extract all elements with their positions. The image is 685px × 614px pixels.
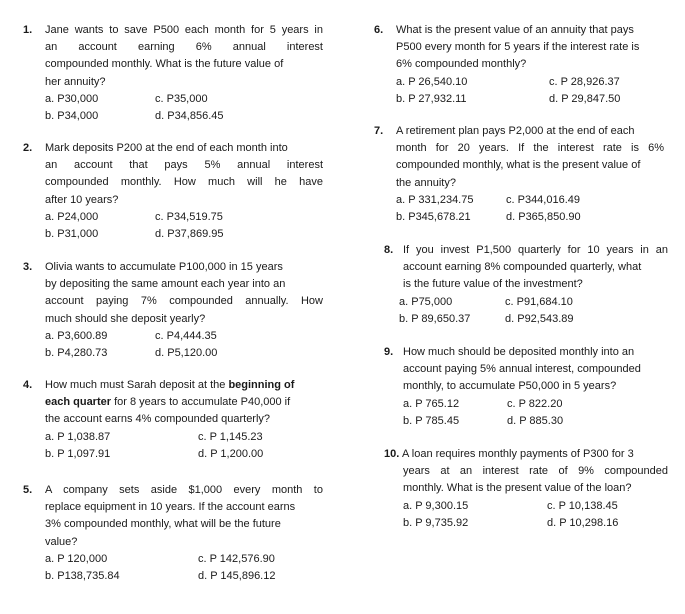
question-text: If you invest P1,500 quarterly for 10 years in an	[403, 244, 668, 256]
option-b: b. P345,678.21	[396, 211, 471, 224]
option-d: d. P37,869.95	[155, 228, 224, 241]
question-text: account paying 5% annual interest, compounded	[403, 363, 641, 376]
question-number: 3.	[23, 261, 33, 273]
question-3	[23, 259, 323, 362]
question-text: month for 20 years. If the interest rate is 6%	[396, 142, 664, 155]
question-7	[374, 123, 664, 226]
question-text: account earning 8% compounded quarterly, what	[403, 261, 642, 274]
question-text: P500 every month for 5 years if the interest rate is	[396, 41, 640, 54]
option-b: b. P31,000	[45, 228, 99, 241]
option-a: a. P 26,540.10	[396, 75, 468, 88]
question-text: her annuity?	[45, 75, 106, 88]
question-text: How much should be deposited monthly into an	[403, 346, 635, 358]
question-text: is the future value of the investment?	[403, 278, 583, 291]
question-text: 6% compounded monthly?	[396, 58, 527, 71]
option-d: d. P 10,298.16	[547, 516, 619, 529]
question-text: Mark deposits P200 at the end of each month into	[45, 142, 288, 154]
question-9	[384, 344, 668, 430]
question-number: 10.	[384, 448, 400, 460]
question-text	[45, 394, 323, 411]
question-text: the annuity?	[396, 176, 456, 189]
question-text: much should she deposit yearly?	[45, 312, 206, 325]
emphasis-text: beginning of	[228, 379, 295, 391]
question-1	[23, 22, 323, 125]
option-d: d. P365,850.90	[506, 211, 581, 224]
question-10	[384, 446, 668, 532]
question-text: an account that pays 5% annual interest	[45, 159, 323, 172]
question-number: 9.	[384, 346, 394, 358]
question-number: 8.	[384, 244, 394, 256]
question-text: A loan requires monthly payments of P300 for 3	[402, 448, 634, 460]
option-d: d. P 29,847.50	[549, 92, 621, 105]
question-text: account paying 7% compounded annually. How	[45, 295, 323, 308]
option-a: a. P75,000	[399, 295, 453, 308]
option-a: a. P30,000	[45, 92, 99, 105]
question-text	[45, 377, 323, 394]
emphasis-text: each quarter	[45, 396, 112, 409]
question-text: compounded monthly. What is the future value of	[45, 58, 284, 71]
question-text: years at an interest rate of 9% compounded	[403, 465, 668, 478]
question-text: 3% compounded monthly, what will be the future	[45, 518, 281, 531]
option-b: b. P34,000	[45, 110, 99, 123]
question-text: the account earns 4% compounded quarterly?	[45, 413, 271, 426]
option-b: b. P138,735.84	[45, 570, 120, 583]
question-text: an account earning 6% annual interest	[45, 41, 323, 54]
question-text-part: for 8 years to accumulate P40,000 if	[111, 396, 291, 409]
question-number: 1.	[23, 24, 33, 36]
question-text: replace equipment in 10 years. If the account earns	[45, 501, 296, 514]
option-d: d. P5,120.00	[155, 347, 218, 360]
option-b: b. P 27,932.11	[396, 92, 467, 105]
question-2	[23, 140, 323, 243]
option-a: a. P3,600.89	[45, 329, 108, 342]
question-5	[23, 482, 323, 585]
option-c: c. P 1,145.23	[198, 430, 263, 443]
question-text: A retirement plan pays P2,000 at the end of each	[396, 125, 635, 137]
option-b: b. P 785.45	[403, 414, 460, 427]
option-b: b. P4,280.73	[45, 347, 108, 360]
option-a: a. P 331,234.75	[396, 193, 474, 206]
question-text: by depositing the same amount each year into an	[45, 278, 286, 291]
question-text: after 10 years?	[45, 193, 119, 206]
option-c: c. P 822.20	[507, 397, 563, 410]
option-d: d. P 145,896.12	[198, 570, 276, 583]
question-text: monthly, to accumulate P50,000 in 5 years?	[403, 380, 617, 393]
option-d: d. P92,543.89	[505, 312, 574, 325]
option-d: d. P34,856.45	[155, 110, 224, 123]
option-c: c. P 28,926.37	[549, 75, 620, 88]
option-c: c. P35,000	[155, 92, 208, 105]
option-a: a. P24,000	[45, 210, 99, 223]
option-c: c. P4,444.35	[155, 329, 217, 342]
question-text: compounded monthly. How much will he have	[45, 176, 323, 189]
option-c: c. P 10,138.45	[547, 499, 618, 512]
option-b: b. P 1,097.91	[45, 447, 111, 460]
question-4	[23, 377, 323, 463]
question-text: value?	[45, 535, 78, 548]
option-a: a. P 120,000	[45, 552, 108, 565]
option-a: a. P 765.12	[403, 397, 460, 410]
option-c: c. P 142,576.90	[198, 552, 275, 565]
option-a: a. P 1,038.87	[45, 430, 111, 443]
question-number: 6.	[374, 24, 384, 36]
question-8	[384, 242, 668, 328]
question-text: Jane wants to save P500 each month for 5 years in	[45, 24, 323, 36]
question-text-part: How much must Sarah deposit at the	[45, 379, 229, 391]
option-c: c. P34,519.75	[155, 210, 223, 223]
question-text: compounded monthly, what is the present value of	[396, 159, 641, 172]
question-6	[374, 22, 664, 108]
question-text: A company sets aside $1,000 every month to	[45, 484, 323, 496]
option-d: d. P 885.30	[507, 414, 564, 427]
question-text: monthly. What is the present value of the loan?	[403, 482, 632, 495]
option-c: c. P344,016.49	[506, 193, 581, 206]
question-text: Olivia wants to accumulate P100,000 in 15 years	[45, 261, 283, 273]
question-number: 7.	[374, 125, 384, 137]
question-number: 5.	[23, 484, 33, 496]
option-d: d. P 1,200.00	[198, 447, 264, 460]
question-number: 4.	[23, 379, 33, 391]
option-b: b. P 89,650.37	[399, 312, 471, 325]
question-number: 2.	[23, 142, 33, 154]
option-c: c. P91,684.10	[505, 295, 573, 308]
option-b: b. P 9,735.92	[403, 516, 469, 529]
option-a: a. P 9,300.15	[403, 499, 469, 512]
question-text: What is the present value of an annuity that pays	[396, 24, 634, 36]
